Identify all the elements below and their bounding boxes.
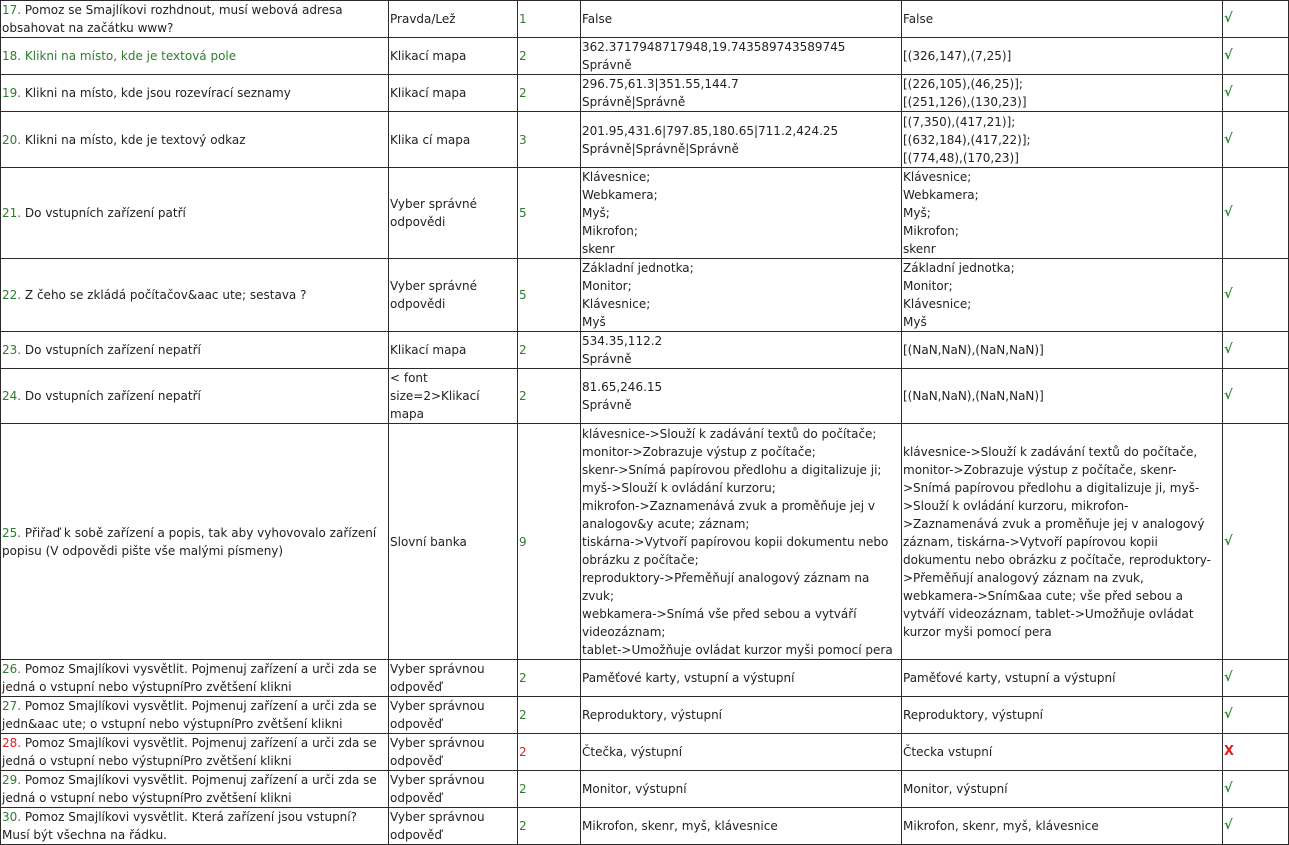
correct-answer-cell: [(NaN,NaN),(NaN,NaN)]: [902, 332, 1223, 369]
question-number: 24.: [2, 389, 22, 403]
check-icon: √: [1223, 808, 1289, 845]
points-cell: 2: [518, 697, 581, 734]
correct-answer-cell: Monitor, výstupní: [902, 771, 1223, 808]
table-row: [1, 38, 1289, 75]
correct-answer-cell: Klávesnice; Webkamera; Myš; Mikrofon; skenr: [902, 168, 1223, 259]
answer-cell: 362.3717948717948,19.743589743589745 Správně: [581, 38, 902, 75]
question-cell: [1, 168, 389, 259]
check-icon: √: [1223, 332, 1289, 369]
points-cell: 2: [518, 75, 581, 112]
correct-answer-cell: Základní jednotka; Monitor; Klávesnice; Myš: [902, 259, 1223, 332]
type-cell: Slovní banka: [389, 424, 518, 660]
question-text: Z čeho se zkládá počítačov&aac ute; sestava ?: [24, 288, 307, 302]
table-row: [1, 369, 1289, 424]
question-number: 21.: [2, 206, 22, 220]
correct-answer-cell: [(NaN,NaN),(NaN,NaN)]: [902, 369, 1223, 424]
correct-answer-cell: False: [902, 1, 1223, 38]
question-number: 22.: [2, 288, 22, 302]
answer-cell: 81.65,246.15 Správně: [581, 369, 902, 424]
points-cell: 2: [518, 38, 581, 75]
question-number: 29.: [2, 773, 22, 787]
answer-cell: Mikrofon, skenr, myš, klávesnice: [581, 808, 902, 845]
question-number: 25.: [2, 525, 22, 540]
answer-cell: False: [581, 1, 902, 38]
question-text: Klikni na místo, kde je textový odkaz: [24, 132, 246, 147]
points-cell: 3: [518, 112, 581, 168]
question-number: 30.: [2, 810, 22, 824]
check-icon: √: [1223, 259, 1289, 332]
answer-cell: 296.75,61.3|351.55,144.7 Správně|Správně: [581, 75, 902, 112]
type-cell: Klikací mapa: [389, 332, 518, 369]
check-icon: √: [1223, 660, 1289, 697]
table-row: [1, 771, 1289, 808]
points-cell: 2: [518, 369, 581, 424]
answer-cell: Reproduktory, výstupní: [581, 697, 902, 734]
points-cell: 2: [518, 332, 581, 369]
correct-answer-cell: Paměťové karty, vstupní a výstupní: [902, 660, 1223, 697]
type-cell: Klika cí mapa: [389, 112, 518, 168]
points-cell: 5: [518, 168, 581, 259]
question-cell: [1, 259, 389, 332]
correct-answer-cell: [(226,105),(46,25)]; [(251,126),(130,23)]: [902, 75, 1223, 112]
type-cell: Pravda/Lež: [389, 1, 518, 38]
table-row: [1, 734, 1289, 771]
answer-cell: 201.95,431.6|797.85,180.65|711.2,424.25 Správně|Správně|Správně: [581, 112, 902, 168]
question-cell: [1, 734, 389, 771]
correct-answer-cell: Čtecka vstupní: [902, 734, 1223, 771]
question-text: Přiřaď k sobě zařízení a popis, tak aby vyhovovalo zařízení popisu (V odpovědi pište vše malými písmeny): [2, 525, 377, 558]
table-row: [1, 75, 1289, 112]
answer-cell: Monitor, výstupní: [581, 771, 902, 808]
answer-cell: klávesnice->Slouží k zadávání textů do počítače; monitor->Zobrazuje výstup z počítače; skenr->Snímá papírovou předlohu a digitalizuje ji; myš->Slouží k ovládání kurzoru; mikrofon->Zaznamenává zvuk a proměňuje jej v analogov&y acute; záznam; tiskárna->Vytvoří papírovou kopii dokumentu nebo obrázku z počítače; reproduktory->Přeměňují analogový záznam na zvuk; webkamera->Snímá vše před sebou a vytváří videozáznam; tablet->Umožňuje ovládat kurzor myši pomocí pera: [581, 424, 902, 660]
question-number: 18.: [2, 49, 22, 63]
question-cell: [1, 697, 389, 734]
question-cell: [1, 112, 389, 168]
question-cell: [1, 1, 389, 38]
question-text: Pomoz se Smajlíkovi rozhdnout, musí webová adresa obsahovat na začátku www?: [2, 3, 343, 35]
question-number: 28.: [2, 736, 22, 750]
type-cell: Vyber správnou odpověď: [389, 660, 518, 697]
table-row: [1, 808, 1289, 845]
table-row: [1, 660, 1289, 697]
question-text: Pomoz Smajlíkovi vysvětlit. Která zařízení jsou vstupní? Musí být všechna na řádku.: [2, 810, 357, 842]
check-icon: √: [1223, 369, 1289, 424]
question-text: Do vstupních zařízení patří: [24, 206, 186, 220]
points-cell: 2: [518, 734, 581, 771]
points-cell: 2: [518, 771, 581, 808]
question-number: 23.: [2, 343, 22, 357]
check-icon: √: [1223, 697, 1289, 734]
correct-answer-cell: klávesnice->Slouží k zadávání textů do počítače, monitor->Zobrazuje výstup z počítače, skenr->Snímá papírovou předlohu a digitalizuje ji, myš->Slouží k ovládání kurzoru, mikrofon->Zaznamenává zvuk a proměňuje jej v analogový záznam, tiskárna->Vytvoří papírovou kopii dokumentu nebo obrázku z počítače, reproduktory->Přeměňují analogový záznam na zvuk, webkamera->Sním&aa cute; vše před sebou a vytváří videozáznam, tablet->Umožňuje ovládat kurzor myši pomocí pera: [902, 424, 1223, 660]
type-cell: Vyber správnou odpověď: [389, 808, 518, 845]
type-cell: Vyber správnou odpověď: [389, 734, 518, 771]
type-cell: Vyber správnou odpověď: [389, 697, 518, 734]
question-text: Klikni na místo, kde je textová pole: [24, 49, 237, 63]
points-cell: 9: [518, 424, 581, 660]
question-cell: [1, 75, 389, 112]
question-number: 20.: [2, 132, 22, 147]
table-row: [1, 424, 1289, 660]
question-text: Klikni na místo, kde jsou rozevírací seznamy: [24, 86, 291, 100]
type-cell: Vyber správné odpovědi: [389, 168, 518, 259]
check-icon: √: [1223, 75, 1289, 112]
question-number: 26.: [2, 662, 22, 676]
table-row: [1, 332, 1289, 369]
answer-cell: Klávesnice; Webkamera; Myš; Mikrofon; skenr: [581, 168, 902, 259]
question-cell: [1, 38, 389, 75]
check-icon: √: [1223, 112, 1289, 168]
check-icon: √: [1223, 168, 1289, 259]
points-cell: 5: [518, 259, 581, 332]
correct-answer-cell: [(7,350),(417,21)]; [(632,184),(417,22)]; [(774,48),(170,23)]: [902, 112, 1223, 168]
answer-cell: Základní jednotka; Monitor; Klávesnice; Myš: [581, 259, 902, 332]
question-text: Pomoz Smajlíkovi vysvětlit. Pojmenuj zařízení a urči zda se jedn&aac ute; o vstupní nebo výstupníPro zvětšení klikni: [2, 699, 377, 731]
points-cell: 2: [518, 660, 581, 697]
check-icon: √: [1223, 424, 1289, 660]
check-icon: √: [1223, 38, 1289, 75]
type-cell: Vyber správnou odpověď: [389, 771, 518, 808]
question-text: Do vstupních zařízení nepatří: [24, 389, 201, 403]
type-cell: Klikací mapa: [389, 38, 518, 75]
question-number: 19.: [2, 86, 22, 100]
question-text: Pomoz Smajlíkovi vysvětlit. Pojmenuj zařízení a urči zda se jedná o vstupní nebo výstupníPro zvětšení klikni: [2, 773, 377, 805]
answer-cell: Čtečka, výstupní: [581, 734, 902, 771]
question-text: Pomoz Smajlíkovi vysvětlit. Pojmenuj zařízení a urči zda se jedná o vstupní nebo výstupníPro zvětšení klikni: [2, 736, 377, 768]
type-cell: < font size=2>Klikací mapa: [389, 369, 518, 424]
question-cell: [1, 808, 389, 845]
points-cell: 1: [518, 1, 581, 38]
table-row: [1, 168, 1289, 259]
question-text: Do vstupních zařízení nepatří: [24, 343, 201, 357]
table-row: [1, 259, 1289, 332]
correct-answer-cell: Mikrofon, skenr, myš, klávesnice: [902, 808, 1223, 845]
question-number: 27.: [2, 699, 22, 713]
answer-cell: 534.35,112.2 Správně: [581, 332, 902, 369]
question-cell: [1, 332, 389, 369]
points-cell: 2: [518, 808, 581, 845]
cross-icon: X: [1223, 734, 1289, 771]
table-row: [1, 112, 1289, 168]
question-cell: [1, 369, 389, 424]
correct-answer-cell: [(326,147),(7,25)]: [902, 38, 1223, 75]
check-icon: √: [1223, 771, 1289, 808]
table-row: [1, 1, 1289, 38]
question-number: 17.: [2, 3, 22, 17]
question-text: Pomoz Smajlíkovi vysvětlit. Pojmenuj zařízení a urči zda se jedná o vstupní nebo výstupníPro zvětšení klikni: [2, 662, 377, 694]
type-cell: Vyber správné odpovědi: [389, 259, 518, 332]
question-cell: [1, 660, 389, 697]
check-icon: √: [1223, 1, 1289, 38]
type-cell: Klikací mapa: [389, 75, 518, 112]
question-cell: [1, 771, 389, 808]
table-row: [1, 697, 1289, 734]
correct-answer-cell: Reproduktory, výstupní: [902, 697, 1223, 734]
answer-cell: Paměťové karty, vstupní a výstupní: [581, 660, 902, 697]
question-cell: [1, 424, 389, 660]
